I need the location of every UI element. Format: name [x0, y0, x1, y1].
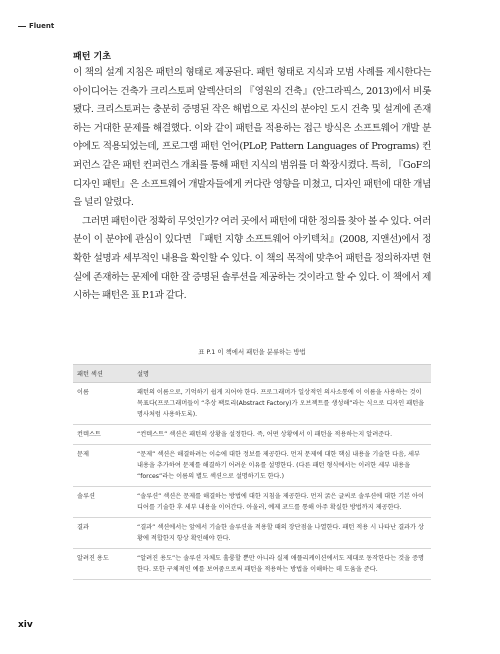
page-number: xiv	[18, 620, 33, 630]
header-pattern-section: 패턴 섹션	[73, 365, 133, 383]
pattern-table	[73, 364, 431, 580]
row-section: 솔루션	[73, 487, 133, 518]
row-description: “솔루션” 섹션은 문제를 해결하는 방법에 대한 지침을 제공한다. 먼저 굵은 글씨로 솔루션에 대한 기본 아이디어를 기술한 후 세부 내용을 이어간다. 아울러, 예제 코드를 통해 아주 확실한 방법까지 제공한다.	[133, 487, 431, 518]
row-description: “결과” 섹션에서는 앞에서 기술한 솔루션을 적용할 때의 장단점을 나열한다. 패턴 적용 시 나타난 결과가 상황에 적합한지 항상 확인해야 한다.	[133, 518, 431, 549]
row-section: 컨텍스트	[73, 425, 133, 445]
table-row	[73, 383, 431, 425]
section-heading: 패턴 기초	[73, 52, 111, 62]
running-head-rule	[18, 26, 26, 27]
row-description: 패턴의 이름으로, 기억하기 쉽게 지어야 한다. 프로그래머가 일상적인 의사소통에 이 이름을 사용하는 것이 목표다(프로그래머들이 “추상 팩토리(Abstract Factory)가 오브젝트를 생성해”라는 식으로 디자인 패턴을 명사처럼 사용하도록).	[133, 383, 431, 425]
paragraph: 그러면 패턴이란 정확히 무엇인가? 여러 곳에서 패턴에 대한 정의를 찾아 볼 수 있다. 여러분이 이 분야에 관심이 있다면 『패턴 지향 소프트웨어 아키텍처』(2008, 지앤선)에서 정확한 설명과 세부적인 내용을 확인할 수 있다. 이 책의 목적에 맞추어 패턴을 정의하자면 현실에 존재하는 문제에 대한 잘 증명된 솔루션을 제공하는 것이라고 할 수 있다. 이 책에서 제시하는 패턴은 표 P.1과 같다.	[73, 215, 431, 302]
row-description: “알려진 용도”는 솔루션 자체도 훌륭할 뿐만 아니라 실제 애플리케이션에서도 제대로 동작한다는 것을 증명한다. 또한 구체적인 예를 보여줌으로써 패턴을 적용하는 방법을 이해하는 데 도움을 준다.	[133, 549, 431, 580]
table-row	[73, 445, 431, 487]
table-row	[73, 487, 431, 518]
header-description: 설명	[133, 365, 431, 383]
table-row	[73, 518, 431, 549]
row-section: 알려진 용도	[73, 549, 133, 580]
running-head	[18, 22, 54, 30]
table-row	[73, 549, 431, 580]
body-text	[73, 64, 431, 306]
row-section: 문제	[73, 445, 133, 487]
table-caption: 표 P.1 이 책에서 패턴을 분류하는 방법	[198, 348, 306, 356]
running-head-text: Fluent	[29, 22, 55, 30]
row-section: 이름	[73, 383, 133, 425]
table-row	[73, 425, 431, 445]
table-header-row	[73, 365, 431, 383]
paragraph: 이 책의 설계 지침은 패턴의 형태로 제공된다. 패턴 형태로 지식과 모범 사례를 제시한다는 아이디어는 건축가 크리스토퍼 알렉산더의 『영원의 건축』(안그라픽스, 2013)에서 비롯됐다. 크리스토퍼는 충분히 증명된 작은 해법으로 자신의 분야인 도시 건축 및 설계에 존재하는 거대한 문제를 해결했다. 이와 같이 패턴을 적용하는 접근 방식은 소프트웨어 개발 분야에도 적용되었는데, 프로그램 패턴 언어(PLoP, Pattern Languages of Programs) 컨퍼런스 같은 패턴 컨퍼런스 개최를 통해 패턴 지식의 범위를 더 확장시켰다. 특히, 『GoF의 디자인 패턴』은 소프트웨어 개발자들에게 커다란 영향을 미쳤고, 디자인 패턴에 대한 개념을 널리 알렸다.	[73, 67, 431, 209]
row-description: “컨텍스트” 섹션은 패턴의 상황을 설정한다. 즉, 어떤 상황에서 이 패턴을 적용하는지 알려준다.	[133, 425, 431, 445]
row-section: 결과	[73, 518, 133, 549]
row-description: “문제” 섹션은 해결하려는 이슈에 대한 정보를 제공한다. 먼저 문제에 대한 핵심 내용을 기술한 다음, 세부 내용을 추가하여 문제를 해결하기 어려운 이유를 설명한다. (다른 패턴 형식에서는 이러한 세부 내용을 “forces”라는 이름의 별도 섹션으로 설명하기도 한다.)	[133, 445, 431, 487]
